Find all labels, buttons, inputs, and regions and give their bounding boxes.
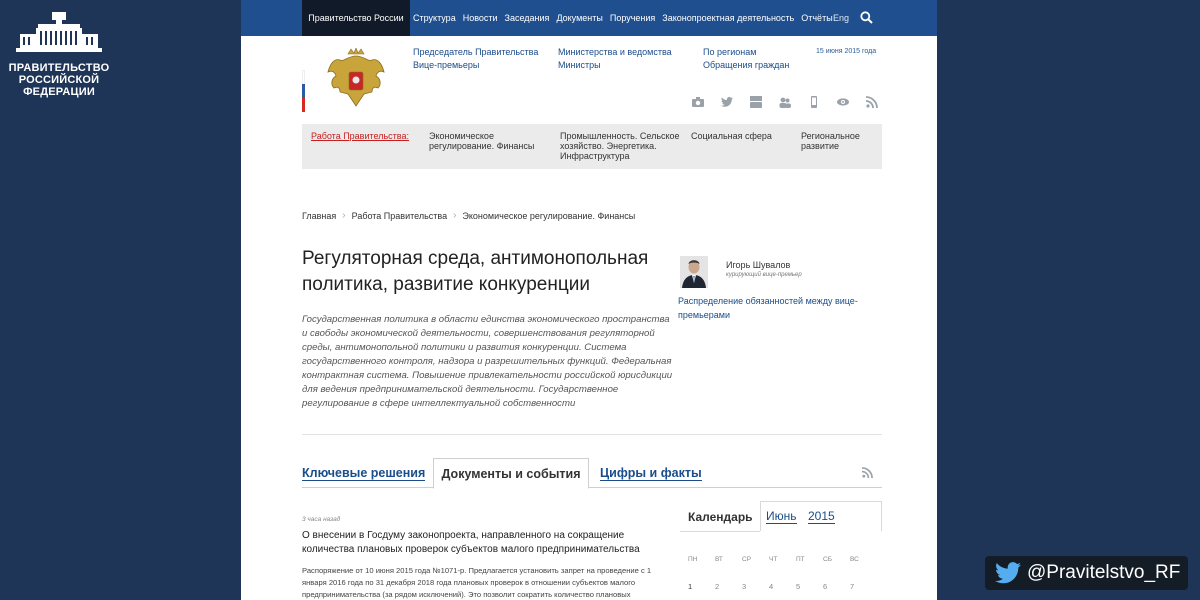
calendar-divider: [680, 531, 760, 532]
calendar-weekdays: [688, 556, 877, 563]
news-headline[interactable]: О внесении в Госдуму законопроекта, направленного на сокращение количества плановых проверок субъектов малого предпринимательства: [302, 530, 640, 555]
weekday: ПТ: [796, 556, 805, 563]
chevron-right-icon: ›: [453, 210, 457, 221]
calendar-day[interactable]: 5: [796, 582, 801, 591]
nav-item-meetings[interactable]: Заседания: [504, 13, 550, 23]
tab-documents-events[interactable]: Документы и события: [433, 458, 589, 489]
russian-flag-stripe: [302, 70, 305, 112]
link-citizen-appeals[interactable]: Обращения граждан: [703, 60, 790, 70]
calendar: [680, 501, 882, 591]
calendar-day[interactable]: 2: [715, 582, 720, 591]
calendar-month-select[interactable]: Июнь: [766, 509, 797, 523]
calendar-title: Календарь: [688, 510, 753, 524]
weekday: СР: [742, 556, 752, 563]
link-regions[interactable]: По регионам: [703, 47, 757, 57]
nav-item-government[interactable]: Правительство России: [302, 0, 410, 36]
news-item: [302, 516, 672, 600]
eye-icon[interactable]: [837, 96, 849, 108]
calendar-day[interactable]: 4: [769, 582, 774, 591]
language-switch[interactable]: Eng: [833, 13, 850, 23]
section-economy[interactable]: Экономическое регулирование. Финансы: [429, 131, 535, 151]
government-logo[interactable]: [0, 12, 118, 98]
section-social[interactable]: Социальная сфера: [691, 131, 772, 141]
calendar-day[interactable]: 1: [688, 582, 693, 591]
social-links: [692, 96, 895, 108]
coat-of-arms-icon[interactable]: [326, 48, 386, 112]
weekday: ПН: [688, 556, 698, 563]
tab-key-decisions[interactable]: [302, 458, 425, 488]
rss-icon[interactable]: [862, 467, 873, 478]
youtube-icon[interactable]: [750, 96, 762, 108]
calendar-day[interactable]: 6: [823, 582, 828, 591]
weekday: ВТ: [715, 556, 723, 563]
twitter-handle: @Pravitelstvo_RF: [1027, 562, 1181, 583]
divider: [302, 434, 882, 435]
calendar-days: [688, 582, 877, 591]
section-industry[interactable]: Промышленность. Сельское хозяйство. Энергетика. Инфраструктура: [560, 131, 680, 161]
camera-icon[interactable]: [692, 96, 704, 108]
weekday: ЧТ: [769, 556, 778, 563]
link-ministers[interactable]: Министры: [558, 60, 601, 70]
nav-item-structure[interactable]: Структура: [413, 13, 456, 23]
tab-figures-facts-label: Цифры и факты: [600, 466, 702, 480]
breadcrumb-home[interactable]: Главная: [302, 210, 337, 221]
nav-item-instructions[interactable]: Поручения: [609, 13, 656, 23]
page-lead: Государственная политика в области единства экономического пространства и свободы экономической деятельности, совершенствования регуляторной среды, антимонопольной политики и развития конкуренции. Система государственного контроля, надзора и разрешительных функций. Федеральная контрактная система. Повышение привлекательности российской юрисдикции для ведения предпринимательской деятельности. Государственное регулирование в сфере интеллектуальной собственности: [302, 314, 673, 409]
breadcrumb: [302, 210, 635, 221]
site-header: [302, 36, 882, 124]
rss-icon[interactable]: [866, 96, 878, 108]
content-tabs: [302, 458, 882, 488]
twitter-badge[interactable]: [985, 556, 1188, 590]
breadcrumb-current[interactable]: Экономическое регулирование. Финансы: [462, 210, 636, 221]
avatar[interactable]: [680, 256, 708, 288]
curator-role: курирующий вице-премьер: [726, 272, 802, 278]
tab-key-decisions-label: Ключевые решения: [302, 466, 426, 480]
main-page: [241, 0, 937, 600]
government-work-label[interactable]: Работа Правительства:: [311, 131, 409, 141]
nav-item-reports[interactable]: Отчёты: [801, 13, 833, 23]
page-title: Регуляторная среда, антимонопольная политика, развитие конкуренции: [302, 248, 649, 295]
brand-line-1: ПРАВИТЕЛЬСТВО: [8, 62, 110, 74]
twitter-icon[interactable]: [721, 96, 733, 108]
news-timestamp: 3 часа назад: [302, 516, 341, 523]
news-body: Распоряжение от 10 июня 2015 года №1071-р. Предлагается установить запрет на проведение с 1 января 2016 года по 31 декабря 2018 года плановых проверок в отношении субъектов малого предпринимательства (за рядом исключений). Это позволит сократить количество плановых: [302, 566, 652, 599]
nav-item-news[interactable]: Новости: [462, 13, 498, 23]
brand-line-3: ФЕДЕРАЦИИ: [23, 86, 95, 98]
duties-distribution-link[interactable]: Распределение обязанностей между вице-премьерами: [678, 296, 858, 320]
government-building-icon: [16, 12, 102, 56]
link-chairman[interactable]: Председатель Правительства: [413, 47, 539, 57]
chevron-right-icon: ›: [342, 210, 346, 221]
mobile-icon[interactable]: [808, 96, 820, 108]
calendar-day[interactable]: 3: [742, 582, 747, 591]
government-work-menu: [302, 124, 882, 169]
weekday: ВС: [850, 556, 859, 563]
nav-item-documents[interactable]: Документы: [556, 13, 603, 23]
weekday: СБ: [823, 556, 832, 563]
curator-name[interactable]: Игорь Шувалов: [726, 260, 791, 270]
top-navigation: [241, 0, 937, 36]
calendar-year-select[interactable]: 2015: [808, 509, 835, 523]
link-ministries[interactable]: Министерства и ведомства: [558, 47, 672, 57]
section-regional[interactable]: Региональное развитие: [801, 131, 860, 151]
brand-line-2: РОССИЙСКОЙ: [18, 74, 100, 86]
community-icon[interactable]: [779, 96, 791, 108]
calendar-day[interactable]: 7: [850, 582, 855, 591]
nav-item-legislation[interactable]: Законопроектная деятельность: [662, 13, 795, 23]
search-icon[interactable]: [860, 11, 873, 24]
twitter-bird-icon: [995, 562, 1021, 584]
tab-figures-facts[interactable]: [600, 458, 702, 488]
current-date: 15 июня 2015 года: [816, 48, 877, 55]
link-deputy-premiers[interactable]: Вице-премьеры: [413, 60, 480, 70]
breadcrumb-government-work[interactable]: Работа Правительства: [351, 210, 448, 221]
